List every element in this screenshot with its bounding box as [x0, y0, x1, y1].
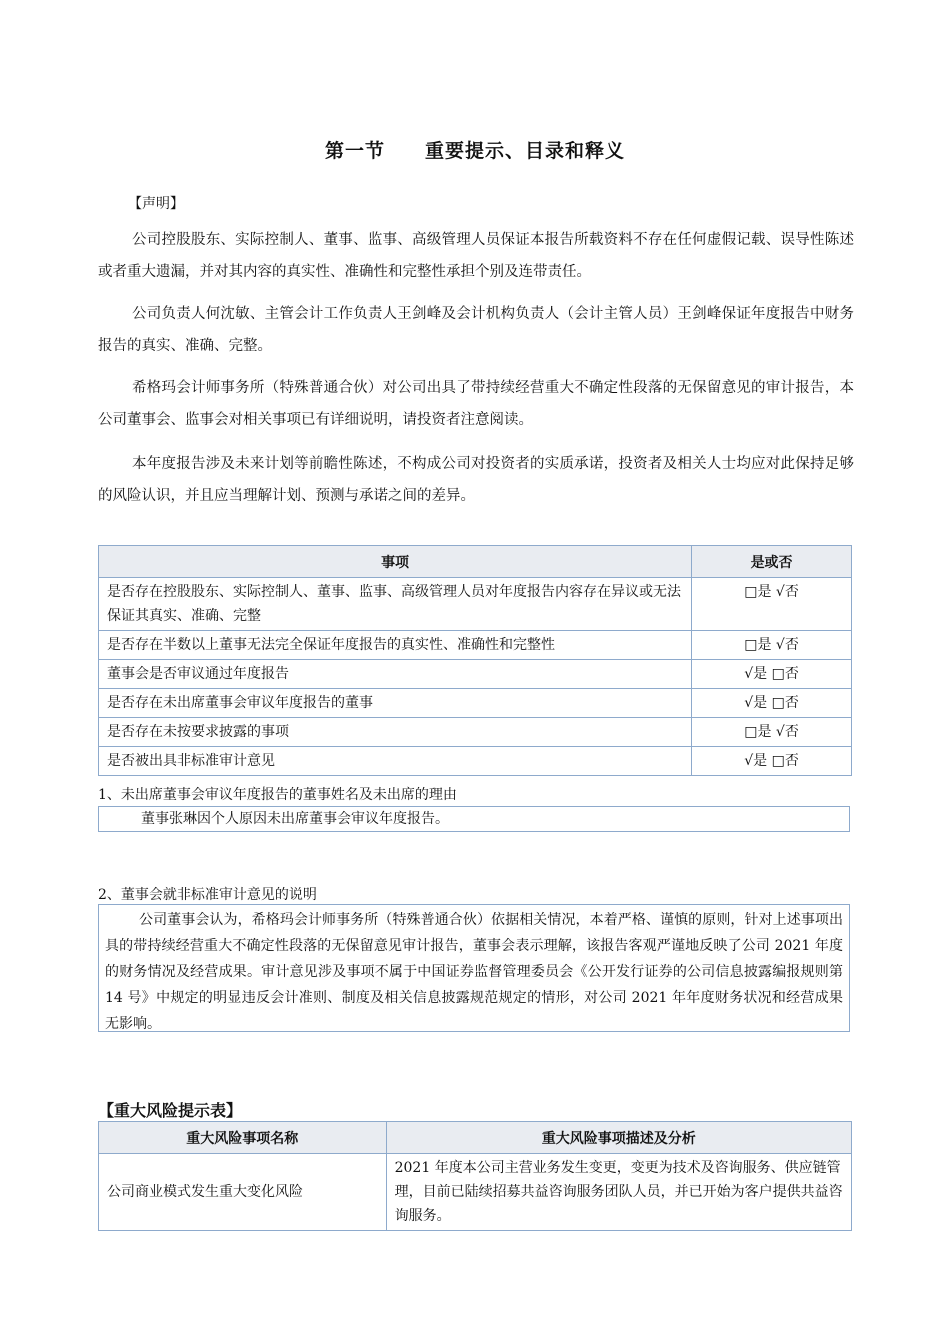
- declaration-label: 【声明】: [128, 196, 184, 212]
- risk-description: 2021 年度本公司主营业务发生变更，变更为技术及咨询服务、供应链管理，目前已陆续招募共益咨询服务团队人员，并已开始为客户提供共益咨询服务。: [386, 1154, 851, 1231]
- table-header-row: [99, 546, 852, 578]
- risk-table-label: 【重大风险提示表】: [98, 1101, 243, 1120]
- matter-item: 董事会是否审议通过年度报告: [99, 660, 692, 689]
- column-header-answer: 是或否: [692, 546, 852, 578]
- section-number: 第一节: [324, 140, 385, 162]
- section1-label: 1、未出席董事会审议年度报告的董事姓名及未出席的理由: [98, 787, 457, 803]
- table-row: [99, 660, 852, 689]
- table-row: [99, 578, 852, 631]
- section2-box: 公司董事会认为，希格玛会计师事务所（特殊普通合伙）依据相关情况，本着严格、谨慎的原则，针对上述事项出具的带持续经营重大不确定性段落的无保留意见审计报告，董事会表示理解，该报告客观严谨地反映了公司 2021 年度的财务情况及经营成果。审计意见涉及事项不属于中国证券监督管理委员会《公开发行证券的公司信息披露编报规则第 14 号》中规定的明显违反会计准则、制度及相关信息披露规范规定的情形，对公司 2021 年年度财务状况和经营成果无影响。: [98, 904, 850, 1032]
- table-row: [99, 718, 852, 747]
- declaration-paragraph-2: 公司负责人何沈敏、主管会计工作负责人王剑峰及会计机构负责人（会计主管人员）王剑峰保证年度报告中财务报告的真实、准确、完整。: [98, 306, 854, 354]
- section-title: 重要提示、目录和释义: [425, 140, 626, 162]
- matter-item: 是否被出具非标准审计意见: [99, 747, 692, 776]
- table-row: [99, 747, 852, 776]
- matter-answer: □是 √否: [692, 578, 852, 631]
- section1-box: 董事张琳因个人原因未出席董事会审议年度报告。: [98, 806, 850, 832]
- matter-answer: √是 □否: [692, 689, 852, 718]
- matter-answer: □是 √否: [692, 631, 852, 660]
- table-row: [99, 689, 852, 718]
- page-title: [0, 136, 950, 163]
- section2-label: 2、董事会就非标准审计意见的说明: [98, 887, 317, 903]
- declaration-paragraph-1: 公司控股股东、实际控制人、董事、监事、高级管理人员保证本报告所载资料不存在任何虚假记载、误导性陈述或者重大遗漏，并对其内容的真实性、准确性和完整性承担个别及连带责任。: [98, 232, 854, 280]
- declaration-paragraph-4: 本年度报告涉及未来计划等前瞻性陈述，不构成公司对投资者的实质承诺，投资者及相关人士均应对此保持足够的风险认识，并且应当理解计划、预测与承诺之间的差异。: [98, 456, 854, 504]
- column-header-item: 事项: [99, 546, 692, 578]
- matter-item: 是否存在未按要求披露的事项: [99, 718, 692, 747]
- risk-table: [98, 1121, 852, 1231]
- risk-name: 公司商业模式发生重大变化风险: [99, 1154, 387, 1231]
- matter-answer: √是 □否: [692, 660, 852, 689]
- matter-item: 是否存在控股股东、实际控制人、董事、监事、高级管理人员对年度报告内容存在异议或无法保证其真实、准确、完整: [99, 578, 692, 631]
- column-header-risk-name: 重大风险事项名称: [99, 1122, 387, 1154]
- table-row: [99, 631, 852, 660]
- matters-table: [98, 545, 852, 776]
- matter-item: 是否存在半数以上董事无法完全保证年度报告的真实性、准确性和完整性: [99, 631, 692, 660]
- table-row: [99, 1154, 852, 1231]
- column-header-risk-desc: 重大风险事项描述及分析: [386, 1122, 851, 1154]
- declaration-paragraph-3: 希格玛会计师事务所（特殊普通合伙）对公司出具了带持续经营重大不确定性段落的无保留意见的审计报告，本公司董事会、监事会对相关事项已有详细说明，请投资者注意阅读。: [98, 380, 854, 428]
- table-header-row: [99, 1122, 852, 1154]
- matter-answer: □是 √否: [692, 718, 852, 747]
- matter-answer: √是 □否: [692, 747, 852, 776]
- matter-item: 是否存在未出席董事会审议年度报告的董事: [99, 689, 692, 718]
